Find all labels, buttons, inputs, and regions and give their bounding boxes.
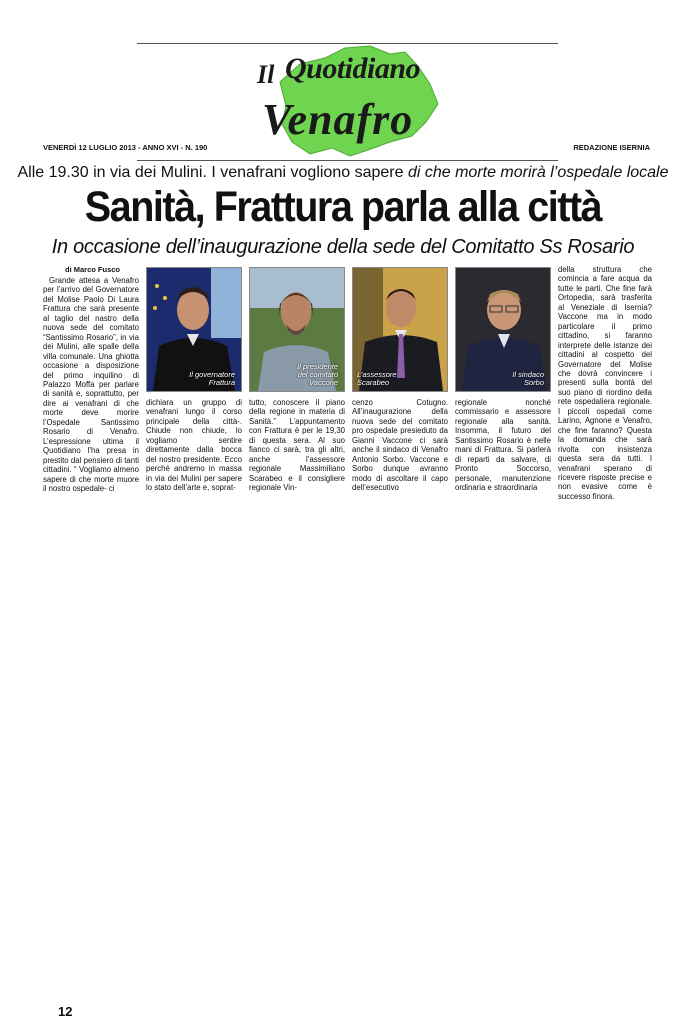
article-column-5: [455, 398, 551, 493]
page-number: 12: [58, 1004, 73, 1019]
kicker-plain: Alle 19.30 in via dei Mulini. I venafrani vogliono sapere: [17, 164, 408, 181]
article-column-1: [43, 276, 139, 493]
masthead-il: Il: [257, 60, 275, 89]
article-column-6: [558, 265, 652, 501]
column-2-text: dichiara un gruppo di venafrani lungo il corso principale della città-. Chiude non chiude, lo vogliamo sentire direttamente dalla bocca del nostro presidente. Ecco perché andremo in massa in via dei Mulini per sapere lo stato dell’arte e, soprat-: [146, 398, 242, 493]
caption-sorbo: Il sindaco Sorbo: [512, 370, 544, 387]
kicker: [0, 164, 686, 182]
article-column-4: [352, 398, 448, 493]
caption-vaccone: Il presidente del comitato Vaccone: [297, 362, 338, 387]
column-1-text: Grande attesa a Venafro per l’arrivo del Governatore del Molise Paolo Di Laura Frattura che sarà presente al taglio del nastro della nuova sede del comitato “Santissimo Rosario”, in via dei Mulini, alle spalle della villa comunale. Una ghiotta occasione a disposizione del primo inquilino di Palazzo Moffa per parlare di sanità e, soprattutto, per dire ai venafrani di che morte deve morire l’Ospedale Santissimo Rosario di Venafro. L’espressione ultima il Quotidiano l’ha presa in prestito dal pensiero di tanti cittadini. “ Vogliamo almeno sapere di che morte muore il nostro ospedale- ci: [43, 276, 139, 493]
article-column-2: [146, 398, 242, 493]
column-5-text: regionale nonché commissario e assessore regionale alla sanità. Insomma, il futuro del Santissimo Rosario è nelle mani di Frattura. Si parlerà di reparti da salvare, di Pronto Soccorso, personale, manutenzione ordinaria e straordinaria: [455, 398, 551, 493]
headline: Sanità, Frattura parla alla città: [84, 183, 602, 231]
column-3-text: tutto, conoscere il piano della regione in materia di Sanità.” L’appuntamento con Frattura è per le 19,30 di questa sera. Al suo fianco ci sarà, tra gli altri, anche l’assessore regionale Massimiliano Scarabeo e il consigliere regionale Vin-: [249, 398, 345, 493]
redazione-label: REDAZIONE ISERNIA: [573, 143, 650, 152]
caption-scarabeo: L’assessore Scarabeo: [357, 370, 397, 387]
article-column-3: [249, 398, 345, 493]
masthead-logo: [240, 44, 445, 162]
caption-frattura: Il governatore Frattura: [189, 370, 235, 387]
photo-frattura: [146, 267, 242, 392]
photo-scarabeo: [352, 267, 448, 392]
column-6-text: della struttura che comincia a fare acqua da tutte le parti. Che fine farà Ortopedia, sarà trasferita al Veneziale di Isernia? Vaccone ma in modo particolare il primo cittadino, si faranno interprete delle istanze dei cittadini al cospetto del Governatore del Molise che dovrà convincere i presenti sulla bontà del suo piano di riordino della rete ospedaliera regionale. I piccoli ospedali come Larino, Agnone e Venafro, che fine faranno? Questa la domanda che sarà rivolta con insistenza questa sera da tutti. I venafrani sperano di ricevere risposte precise e non evasive come è successo finora.: [558, 265, 652, 501]
byline: di Marco Fusco: [65, 265, 121, 274]
photo-sorbo: [455, 267, 551, 392]
photo-vaccone: [249, 267, 345, 392]
dateline: VENERDÌ 12 LUGLIO 2013 - ANNO XVI - N. 190: [43, 143, 208, 152]
kicker-italic: di che morte morirà l’ospedale locale: [407, 164, 669, 181]
subheadline: In occasione dell’inaugurazione della sede del Comitatto Ss Rosario: [51, 236, 635, 258]
masthead-venafro: Venafro: [262, 95, 414, 144]
masthead-quotidiano: Quotidiano: [285, 52, 421, 85]
column-4-text: cenzo Cotugno. All’inaugurazione della nuova sede del comitato pro ospedale presieduto da Gianni Vaccone ci sarà anche il sindaco di Venafro Antonio Sorbo. Vaccone e Sorbo dunque avranno modo di ascoltare il capo dell’esecutivo: [352, 398, 448, 493]
